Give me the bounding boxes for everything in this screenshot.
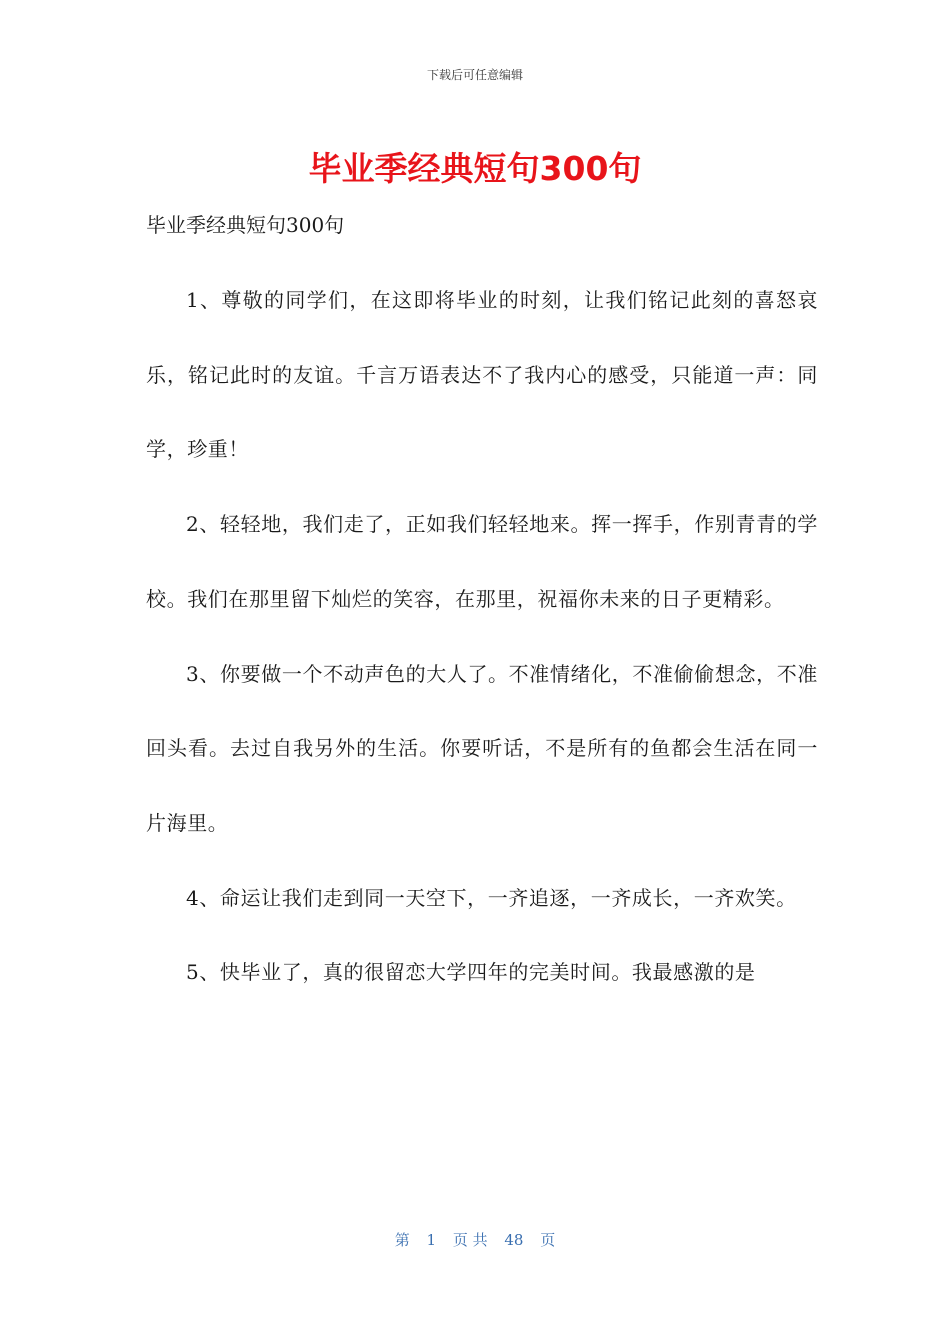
footer-current-page: 1	[426, 1231, 437, 1249]
document-body	[146, 263, 818, 1010]
footer-total-pages: 48	[504, 1231, 524, 1249]
paragraph-4: 4、命运让我们走到同一天空下，一齐追逐，一齐成长，一齐欢笑。	[186, 885, 797, 910]
footer-label-page: 第	[394, 1231, 410, 1249]
paragraph-5: 5、快毕业了，真的很留恋大学四年的完美时间。我最感激的是	[186, 960, 756, 985]
document-title: 毕业季经典短句300句	[308, 149, 642, 188]
page-footer	[0, 1229, 950, 1250]
footer-label-pages: 页	[540, 1231, 556, 1249]
paragraph-3: 3、你要做一个不动声色的大人了。不准情绪化，不准偷偷想念，不准回头看。去过自我另外的生活。你要听话，不是所有的鱼都会生活在同一片海里。	[146, 661, 818, 835]
footer-label-page-of: 页 共	[452, 1231, 488, 1249]
paragraph-1: 1、尊敬的同学们，在这即将毕业的时刻，让我们铭记此刻的喜怒哀乐，铭记此时的友谊。千言万语表达不了我内心的感受，只能道一声：同学，珍重！	[146, 288, 818, 462]
paragraph-2: 2、轻轻地，我们走了，正如我们轻轻地来。挥一挥手，作别青青的学校。我们在那里留下灿烂的笑容，在那里，祝福你未来的日子更精彩。	[146, 512, 818, 611]
document-subtitle: 毕业季经典短句300句	[146, 213, 345, 237]
page-header-note: 下载后可任意编辑	[426, 68, 523, 82]
